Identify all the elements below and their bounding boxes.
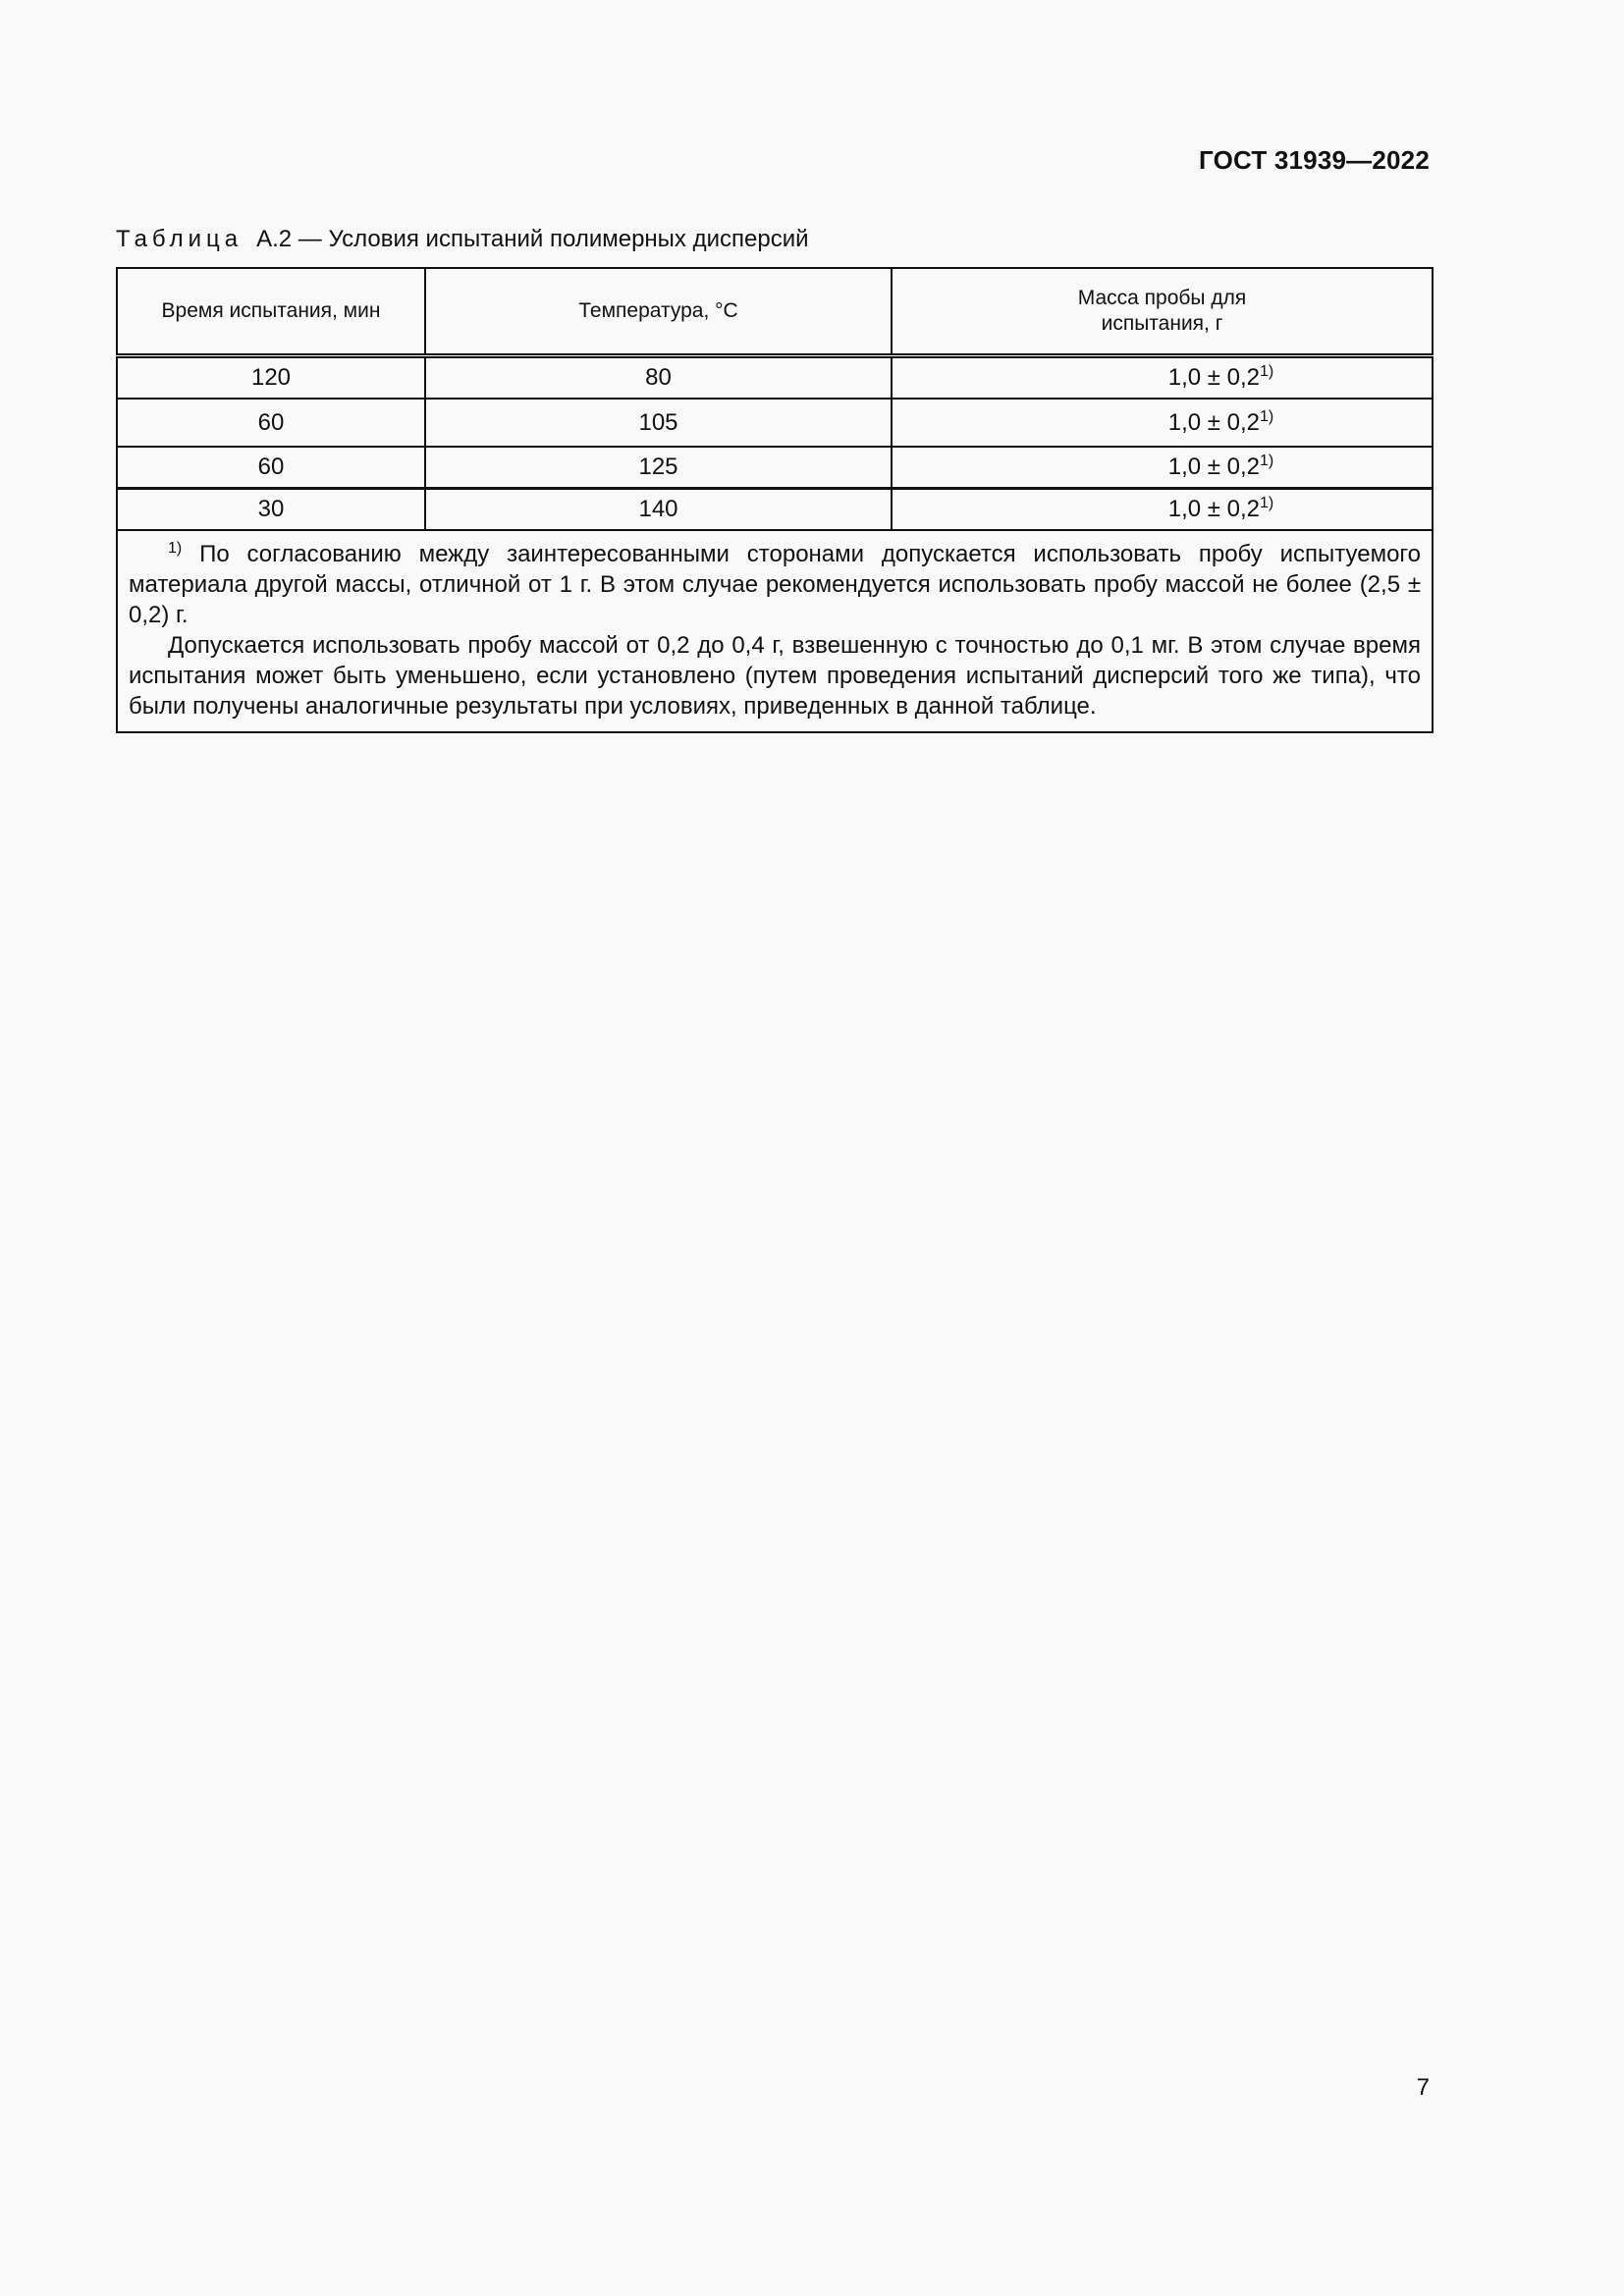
test-conditions-table — [116, 267, 1434, 733]
document-code: ГОСТ 31939—2022 — [1199, 145, 1430, 175]
mass-value: 1,0 ± 0,2 — [1167, 496, 1260, 522]
cell-time: 60 — [117, 399, 425, 447]
cell-time: 60 — [117, 447, 425, 489]
column-header-mass-line1: Масса пробы для — [1077, 287, 1247, 309]
test-conditions-table-wrapper — [116, 267, 1432, 733]
table-row — [117, 447, 1433, 489]
table-header-row — [117, 268, 1433, 356]
cell-time: 120 — [117, 356, 425, 400]
footnote-mark: 1) — [1260, 363, 1274, 380]
cell-mass — [892, 447, 1433, 489]
column-header-temperature: Температура, °С — [425, 268, 892, 356]
mass-value: 1,0 ± 0,2 — [1167, 408, 1260, 436]
table-caption-label: Таблица — [116, 226, 244, 252]
table-row — [117, 356, 1433, 400]
table-row — [117, 489, 1433, 531]
footnote-mark: 1) — [168, 540, 183, 557]
mass-value: 1,0 ± 0,2 — [1167, 364, 1260, 391]
cell-mass — [892, 356, 1433, 400]
cell-mass — [892, 399, 1433, 447]
cell-temperature: 105 — [425, 399, 892, 447]
cell-temperature: 140 — [425, 489, 892, 531]
column-header-mass-line2: испытания, г — [1101, 312, 1223, 335]
table-footnote-row — [117, 530, 1433, 732]
footnote-paragraph-1 — [129, 539, 1421, 630]
column-header-mass — [892, 268, 1433, 356]
table-caption-title: А.2 — Условия испытаний полимерных дисперсий — [256, 226, 809, 252]
table-row — [117, 399, 1433, 447]
footnote-mark: 1) — [1260, 453, 1274, 469]
table-caption — [116, 226, 809, 253]
cell-mass — [892, 489, 1433, 531]
cell-time: 30 — [117, 489, 425, 531]
cell-temperature: 80 — [425, 356, 892, 400]
table-footnote-cell — [117, 530, 1433, 732]
footnote-mark: 1) — [1260, 495, 1274, 511]
page-number: 7 — [1416, 2074, 1430, 2101]
footnote-mark: 1) — [1260, 407, 1274, 425]
footnote-paragraph-2: Допускается использовать пробу массой от 0,2 до 0,4 г, взвешенную с точностью до 0,1 мг. В этом случае время испытания может быть уменьшено, если установлено (путем проведения испытаний дисперсий того же типа), что были получены аналогичные результаты при условиях, приведенных в данной таблице. — [129, 632, 1421, 720]
cell-temperature: 125 — [425, 447, 892, 489]
mass-value: 1,0 ± 0,2 — [1167, 454, 1260, 480]
footnote-text-1: По согласованию между заинтересованными сторонами допускается использовать пробу испытуемого материала другой массы, отличной от 1 г. В этом случае рекомендуется использовать пробу массой не более (2,5 ± 0,2) г. — [129, 541, 1421, 628]
column-header-time: Время испытания, мин — [117, 268, 425, 356]
